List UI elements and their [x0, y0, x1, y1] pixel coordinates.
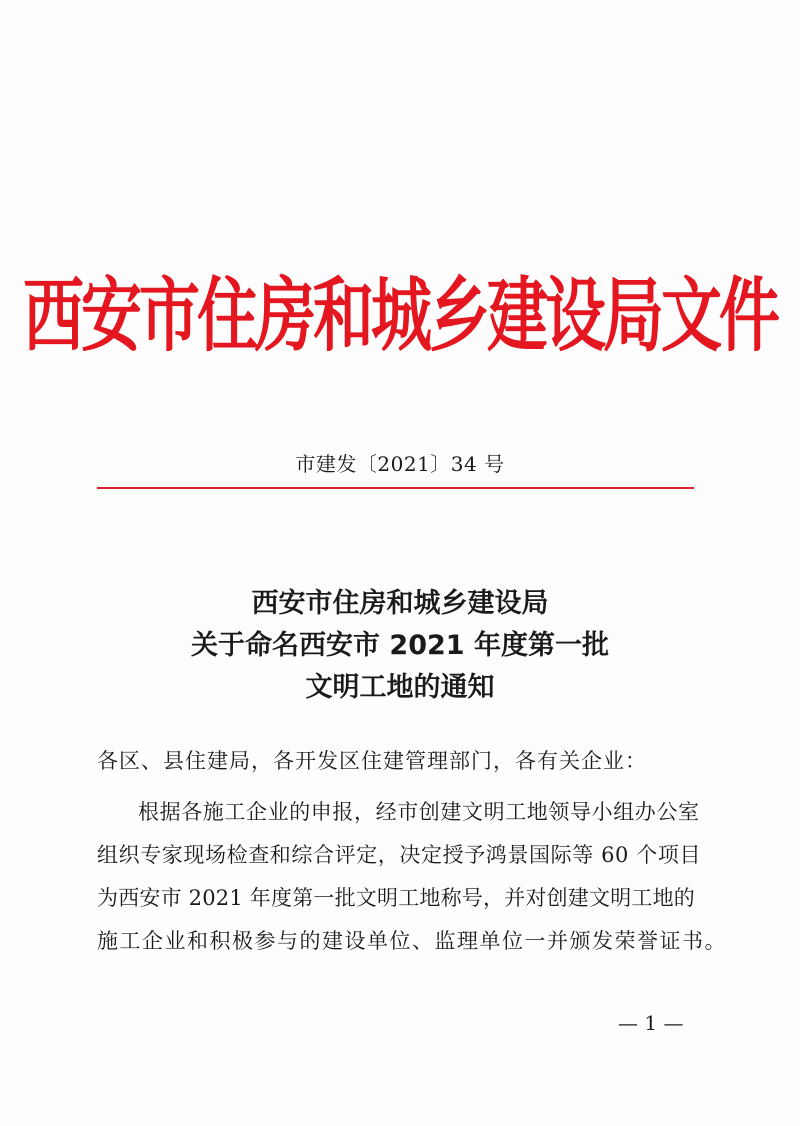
red-divider-rule	[97, 487, 694, 489]
notice-title-line-2: 关于命名西安市 2021 年度第一批	[191, 630, 609, 661]
body-text-line: 为西安市 2021 年度第一批文明工地称号，并对创建文明工地的	[97, 886, 695, 910]
notice-title-line-3: 文明工地的通知	[305, 672, 495, 703]
page-number: — 1 —	[618, 1011, 684, 1035]
salutation: 各区、县住建局，各开发区住建管理部门，各有关企业：	[97, 749, 647, 773]
document-number: 市建发〔2021〕34 号	[295, 452, 505, 476]
body-text-line: 施工企业和积极参与的建设单位、监理单位一并颁发荣誉证书。	[97, 929, 727, 953]
body-text-line: 根据各施工企业的申报，经市创建文明工地领导小组办公室	[138, 800, 700, 824]
body-text-line: 组织专家现场检查和综合评定，决定授予鸿景国际等 60 个项目	[97, 843, 702, 867]
notice-title-line-1: 西安市住房和城乡建设局	[251, 588, 549, 619]
issuer-header-title: 西安市住房和城乡建设局文件	[22, 269, 777, 364]
